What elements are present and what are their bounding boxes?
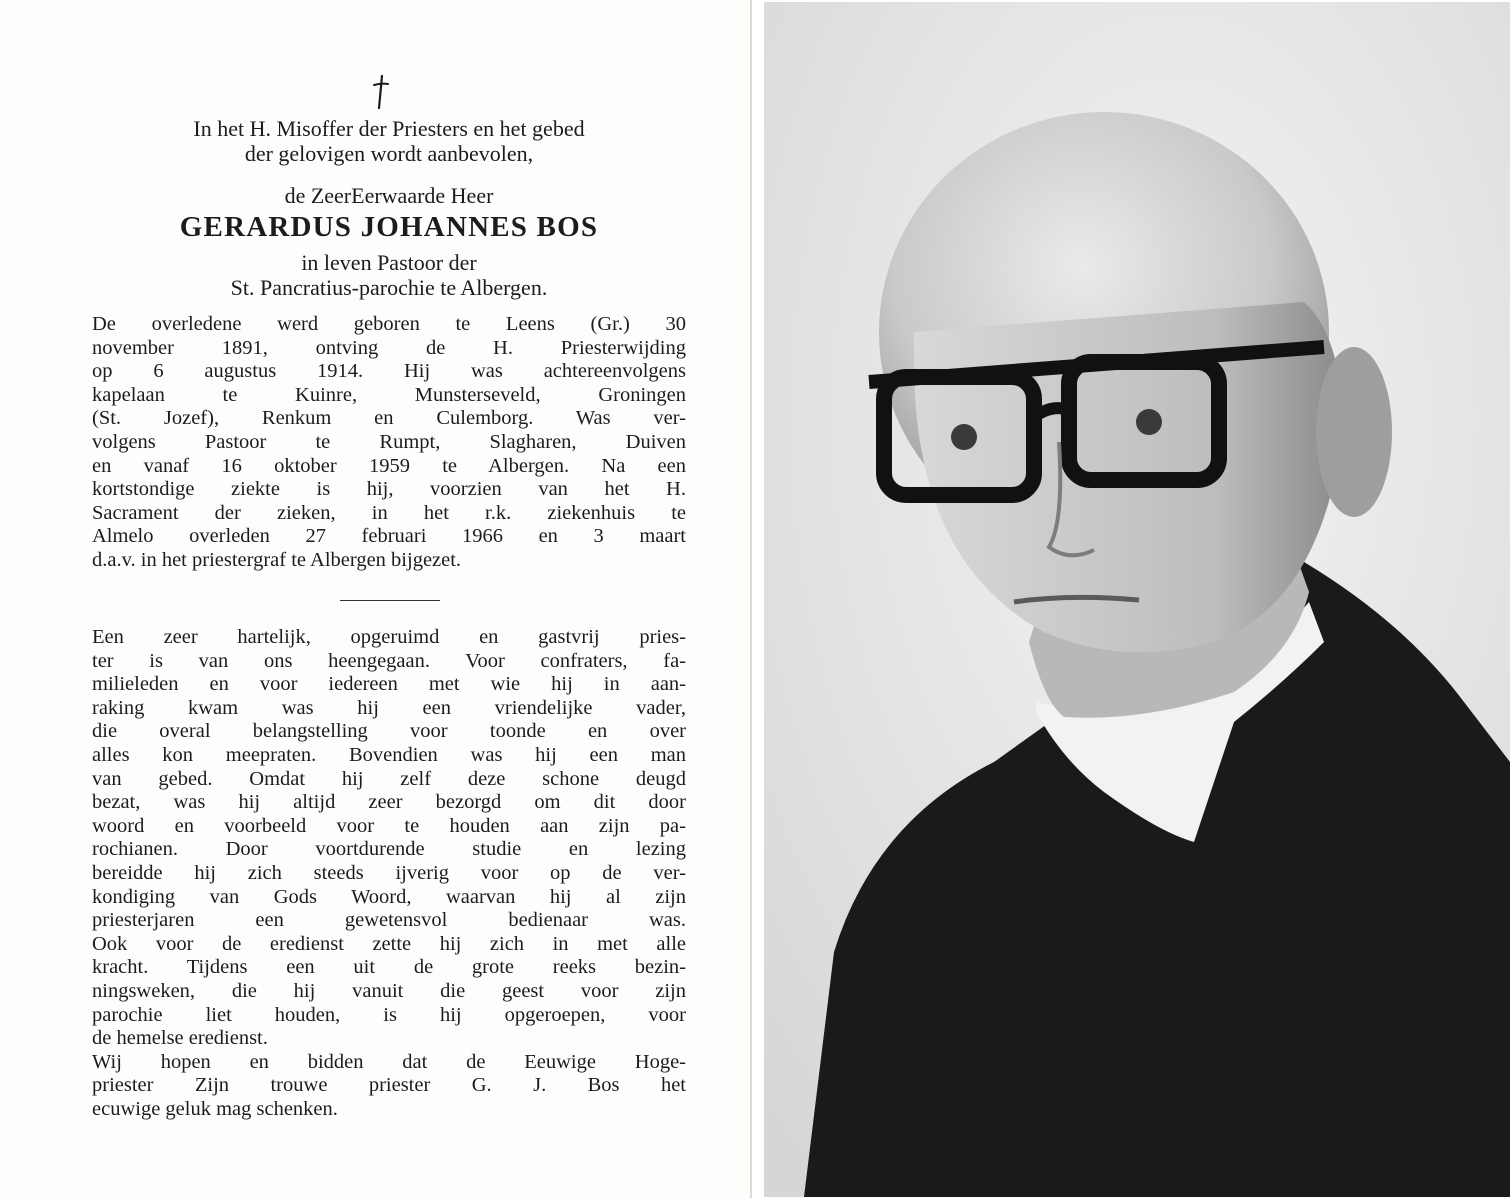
ear — [1316, 347, 1392, 517]
biography-paragraph — [92, 313, 686, 573]
text-line: en vanaf 16 oktober 1959 te Albergen. Na een — [92, 454, 686, 477]
intro-line: der gelovigen wordt aanbevolen, — [244, 141, 534, 166]
text-line: op 6 augustus 1914. Hij was achtereenvolgens — [92, 360, 686, 383]
text-line: volgens Pastoor te Rumpt, Slagharen, Duiven — [92, 430, 686, 453]
text-line: november 1891, ontving de H. Priesterwijding — [92, 336, 686, 359]
portrait-photo — [764, 2, 1510, 1197]
text-line: rochianen. Door voortdurende studie en lezing — [92, 838, 686, 861]
memorial-text-panel — [0, 0, 752, 1198]
text-line: ecuwige geluk mag schenken. — [92, 1097, 338, 1120]
text-line: kapelaan te Kuinre, Munsterseveld, Groningen — [92, 383, 686, 406]
text-line: woord en voorbeeld voor te houden aan zijn pa- — [92, 814, 686, 837]
role-line: St. Pancratius-parochie te Albergen. — [230, 275, 548, 300]
text-line: priester Zijn trouwe priester G. J. Bos het — [92, 1074, 686, 1097]
text-line: Een zeer hartelijk, opgeruimd en gastvrij pries- — [92, 626, 686, 648]
text-line: die overal belangstelling voor toonde en over — [92, 720, 686, 743]
text-line: ningsweken, die hij vanuit die geest voor zijn — [92, 979, 686, 1002]
text-line: kondiging van Gods Woord, waarvan hij al zijn — [92, 885, 686, 908]
tribute-paragraph — [92, 626, 686, 1121]
deceased-name: GERARDUS JOHANNES BOS — [179, 211, 599, 243]
text-line: kracht. Tijdens een uit de grote reeks bezin- — [92, 956, 686, 979]
text-line: de hemelse eredienst. — [92, 1027, 268, 1050]
cross-icon — [369, 74, 393, 110]
text-line: Wij hopen en bidden dat de Eeuwige Hoge- — [92, 1050, 686, 1073]
text-line: bezat, was hij altijd zeer bezorgd om dit door — [92, 791, 686, 814]
text-line: alles kon meepraten. Bovendien was hij een man — [92, 743, 686, 766]
text-line: kortstondige ziekte is hij, voorzien van het H. — [92, 478, 686, 501]
text-line: van gebed. Omdat hij zelf deze schone deugd — [92, 767, 686, 790]
text-line: d.a.v. in het priestergraf te Albergen bijgezet. — [92, 548, 462, 571]
intro-line: In het H. Misoffer der Priesters en het gebed — [193, 116, 585, 141]
text-line: Ook voor de eredienst zette hij zich in met alle — [92, 932, 686, 955]
honorific: de ZeerEerwaarde Heer — [284, 183, 494, 208]
text-line: milieleden en voor iedereen met wie hij in aan- — [92, 673, 686, 696]
text-line: ter is van ons heengegaan. Voor confraters, fa- — [92, 649, 686, 672]
text-line: bereidde hij zich steeds ijverig voor op de ver- — [92, 861, 686, 884]
text-line: parochie liet houden, is hij opgeroepen, voor — [92, 1003, 686, 1026]
text-line: De overledene werd geboren te Leens (Gr.) 30 — [92, 313, 686, 335]
text-line: (St. Jozef), Renkum en Culemborg. Was ver- — [92, 407, 686, 430]
text-line: raking kwam was hij een vriendelijke vader, — [92, 696, 686, 719]
portrait-illustration — [764, 2, 1510, 1197]
text-line: priesterjaren een gewetensvol bedienaar was. — [92, 909, 686, 932]
text-line: Sacrament der zieken, in het r.k. ziekenhuis te — [92, 501, 686, 524]
section-divider — [340, 600, 440, 601]
text-line: Almelo overleden 27 februari 1966 en 3 maart — [92, 525, 686, 548]
role-line: in leven Pastoor der — [301, 250, 477, 275]
